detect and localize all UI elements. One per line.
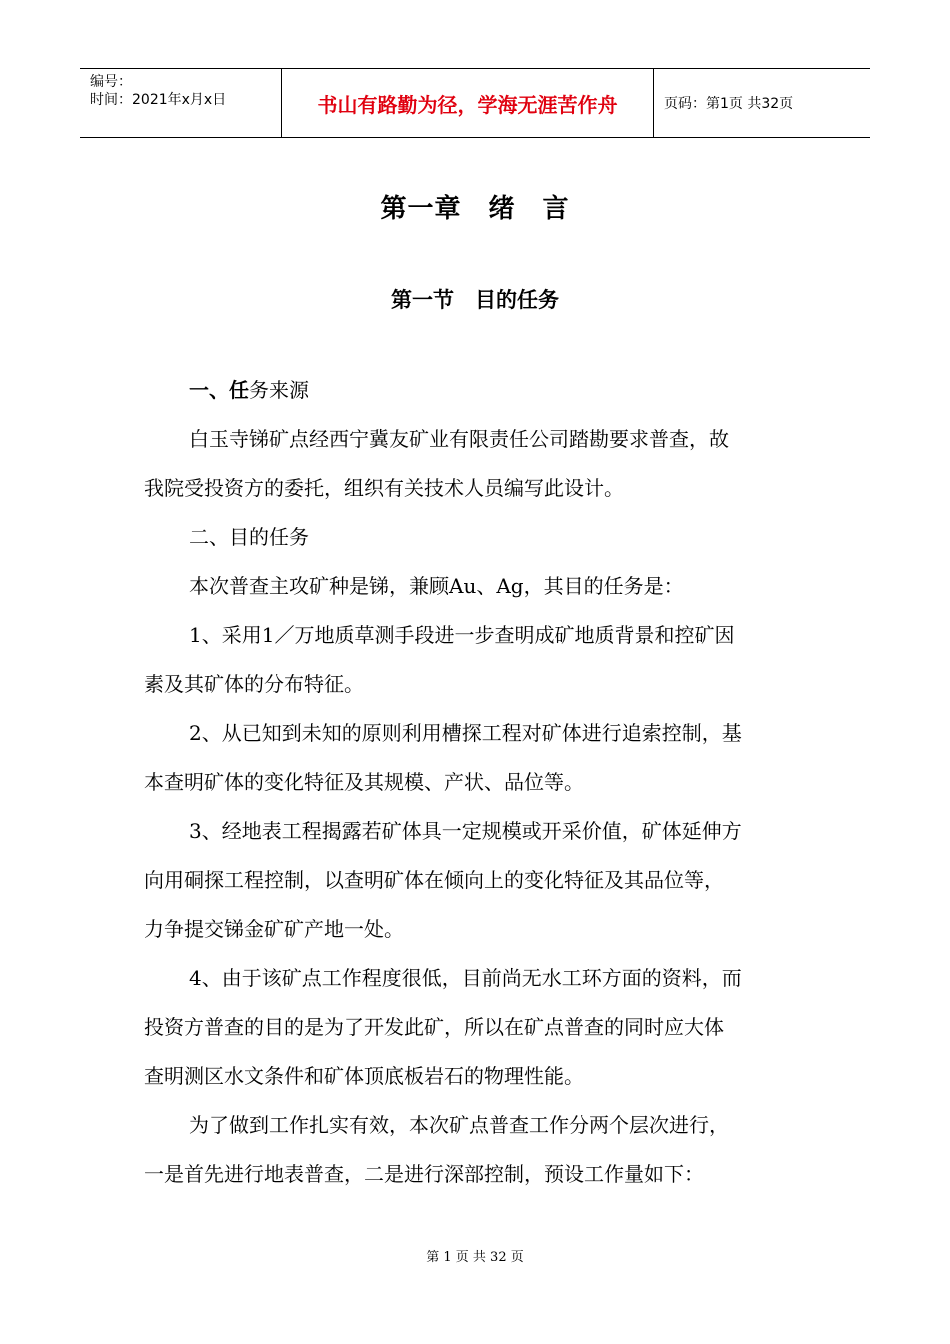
paragraph-line: 我院受投资方的委托，组织有关技术人员编写此设计。 bbox=[144, 476, 624, 500]
heading-task-source bbox=[144, 366, 814, 415]
heading-rest: 务来源 bbox=[249, 378, 309, 402]
paragraph-line: 一是首先进行地表普查，二是进行深部控制，预设工作量如下： bbox=[144, 1162, 704, 1186]
list-item-2: 2、从已知到未知的原则利用槽探工程对矿体进行追索控制，基 bbox=[189, 721, 742, 745]
list-item-3-cont: 向用硐探工程控制，以查明矿体在倾向上的变化特征及其品位等， bbox=[144, 868, 724, 892]
paragraph-line: 为了做到工作扎实有效，本次矿点普查工作分两个层次进行， bbox=[189, 1113, 729, 1137]
list-item-1-cont: 素及其矿体的分布特征。 bbox=[144, 672, 364, 696]
page-footer: 第 1 页 共 32 页 bbox=[426, 1250, 524, 1265]
chapter-title: 第一章 绪 言 bbox=[380, 194, 570, 224]
header-page-number: 页码：第1页 共32页 bbox=[664, 96, 794, 112]
header-motto-cell bbox=[282, 69, 654, 137]
list-item-2-cont: 本查明矿体的变化特征及其规模、产状、品位等。 bbox=[144, 770, 584, 794]
section-title: 第一节 目的任务 bbox=[391, 288, 559, 312]
list-item-4-cont: 查明测区水文条件和矿体顶底板岩石的物理性能。 bbox=[144, 1064, 584, 1088]
list-item-4-cont: 投资方普查的目的是为了开发此矿，所以在矿点普查的同时应大体 bbox=[144, 1015, 724, 1039]
heading-bold-part: 一、任 bbox=[189, 378, 249, 402]
paragraph-line: 白玉寺锑矿点经西宁冀友矿业有限责任公司踏勘要求普查，故 bbox=[189, 427, 729, 451]
page-header bbox=[80, 68, 870, 138]
header-page-cell bbox=[654, 69, 870, 137]
header-number: 编号： bbox=[90, 74, 132, 90]
body-text bbox=[144, 366, 814, 1199]
paragraph-line: 本次普查主攻矿种是锑，兼顾Au、Ag，其目的任务是： bbox=[189, 574, 684, 598]
header-time: 时间：2021年x月x日 bbox=[90, 92, 227, 108]
list-item-3-cont: 力争提交锑金矿矿产地一处。 bbox=[144, 917, 404, 941]
list-item-4: 4、由于该矿点工作程度很低，目前尚无水工环方面的资料，而 bbox=[189, 966, 742, 990]
header-meta bbox=[80, 69, 282, 137]
list-item-1: 1、采用1／万地质草测手段进一步查明成矿地质背景和控矿因 bbox=[189, 623, 735, 647]
list-item-3: 3、经地表工程揭露若矿体具一定规模或开采价值，矿体延伸方 bbox=[189, 819, 742, 843]
heading-objectives: 二、目的任务 bbox=[189, 525, 309, 549]
header-motto: 书山有路勤为径，学海无涯苦作舟 bbox=[317, 92, 618, 117]
